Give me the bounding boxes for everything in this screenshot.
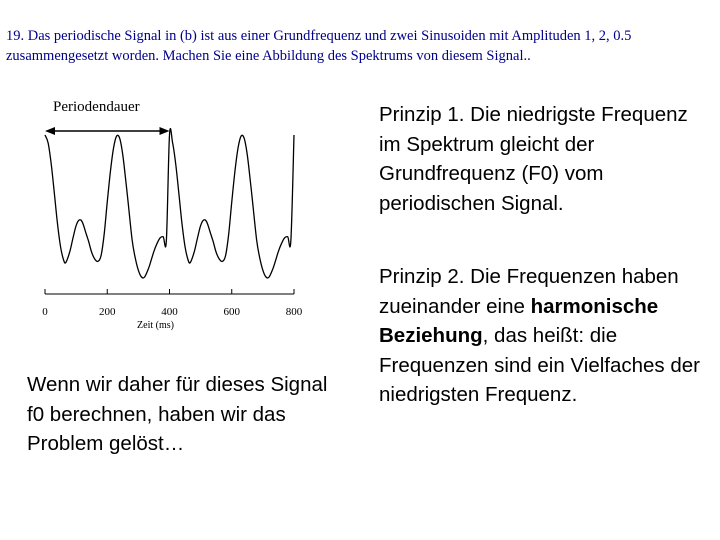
prinzip-2-text — [379, 262, 714, 410]
waveform-chart — [0, 0, 360, 345]
question-text: 19. Das periodische Signal in (b) ist aus einer Grundfrequenz und zwei Sinusoiden mit Amplituden 1, 2, 0.5 zusammengesetzt worden. Machen Sie eine Abbildung des Spektrums von diesem Signal.. — [6, 28, 632, 64]
waveform-line-0 — [45, 129, 294, 278]
plot-area — [42, 99, 303, 331]
x-tick-label-400: 400 — [161, 306, 178, 318]
x-axis-label: Zeit (ms) — [137, 320, 174, 331]
x-tick-label-0: 0 — [42, 306, 48, 318]
period-arrow-head-right — [160, 127, 170, 135]
prinzip-2-lead: Prinzip 2. Die Frequenzen haben zueinander eine — [379, 265, 679, 318]
prinzip-2-emphasis: harmonische Beziehung — [379, 294, 659, 347]
prinzip-1-text: Prinzip 1. Die niedrigste Frequenz im Spektrum gleicht der Grundfrequenz (F0) vom periodischen Signal. — [379, 103, 688, 215]
x-tick-label-200: 200 — [99, 306, 116, 318]
period-label: Periodendauer — [53, 99, 140, 115]
conclusion-text: Wenn wir daher für dieses Signal f0 berechnen, haben wir das Problem gelöst… — [27, 373, 328, 455]
period-arrow-head-left — [45, 127, 55, 135]
x-tick-label-800: 800 — [285, 306, 303, 318]
prinzip-2-rest: , das heißt: die Frequenzen sind ein Vielfaches der niedrigsten Frequenz. — [379, 324, 700, 406]
x-tick-label-600: 600 — [223, 306, 240, 318]
